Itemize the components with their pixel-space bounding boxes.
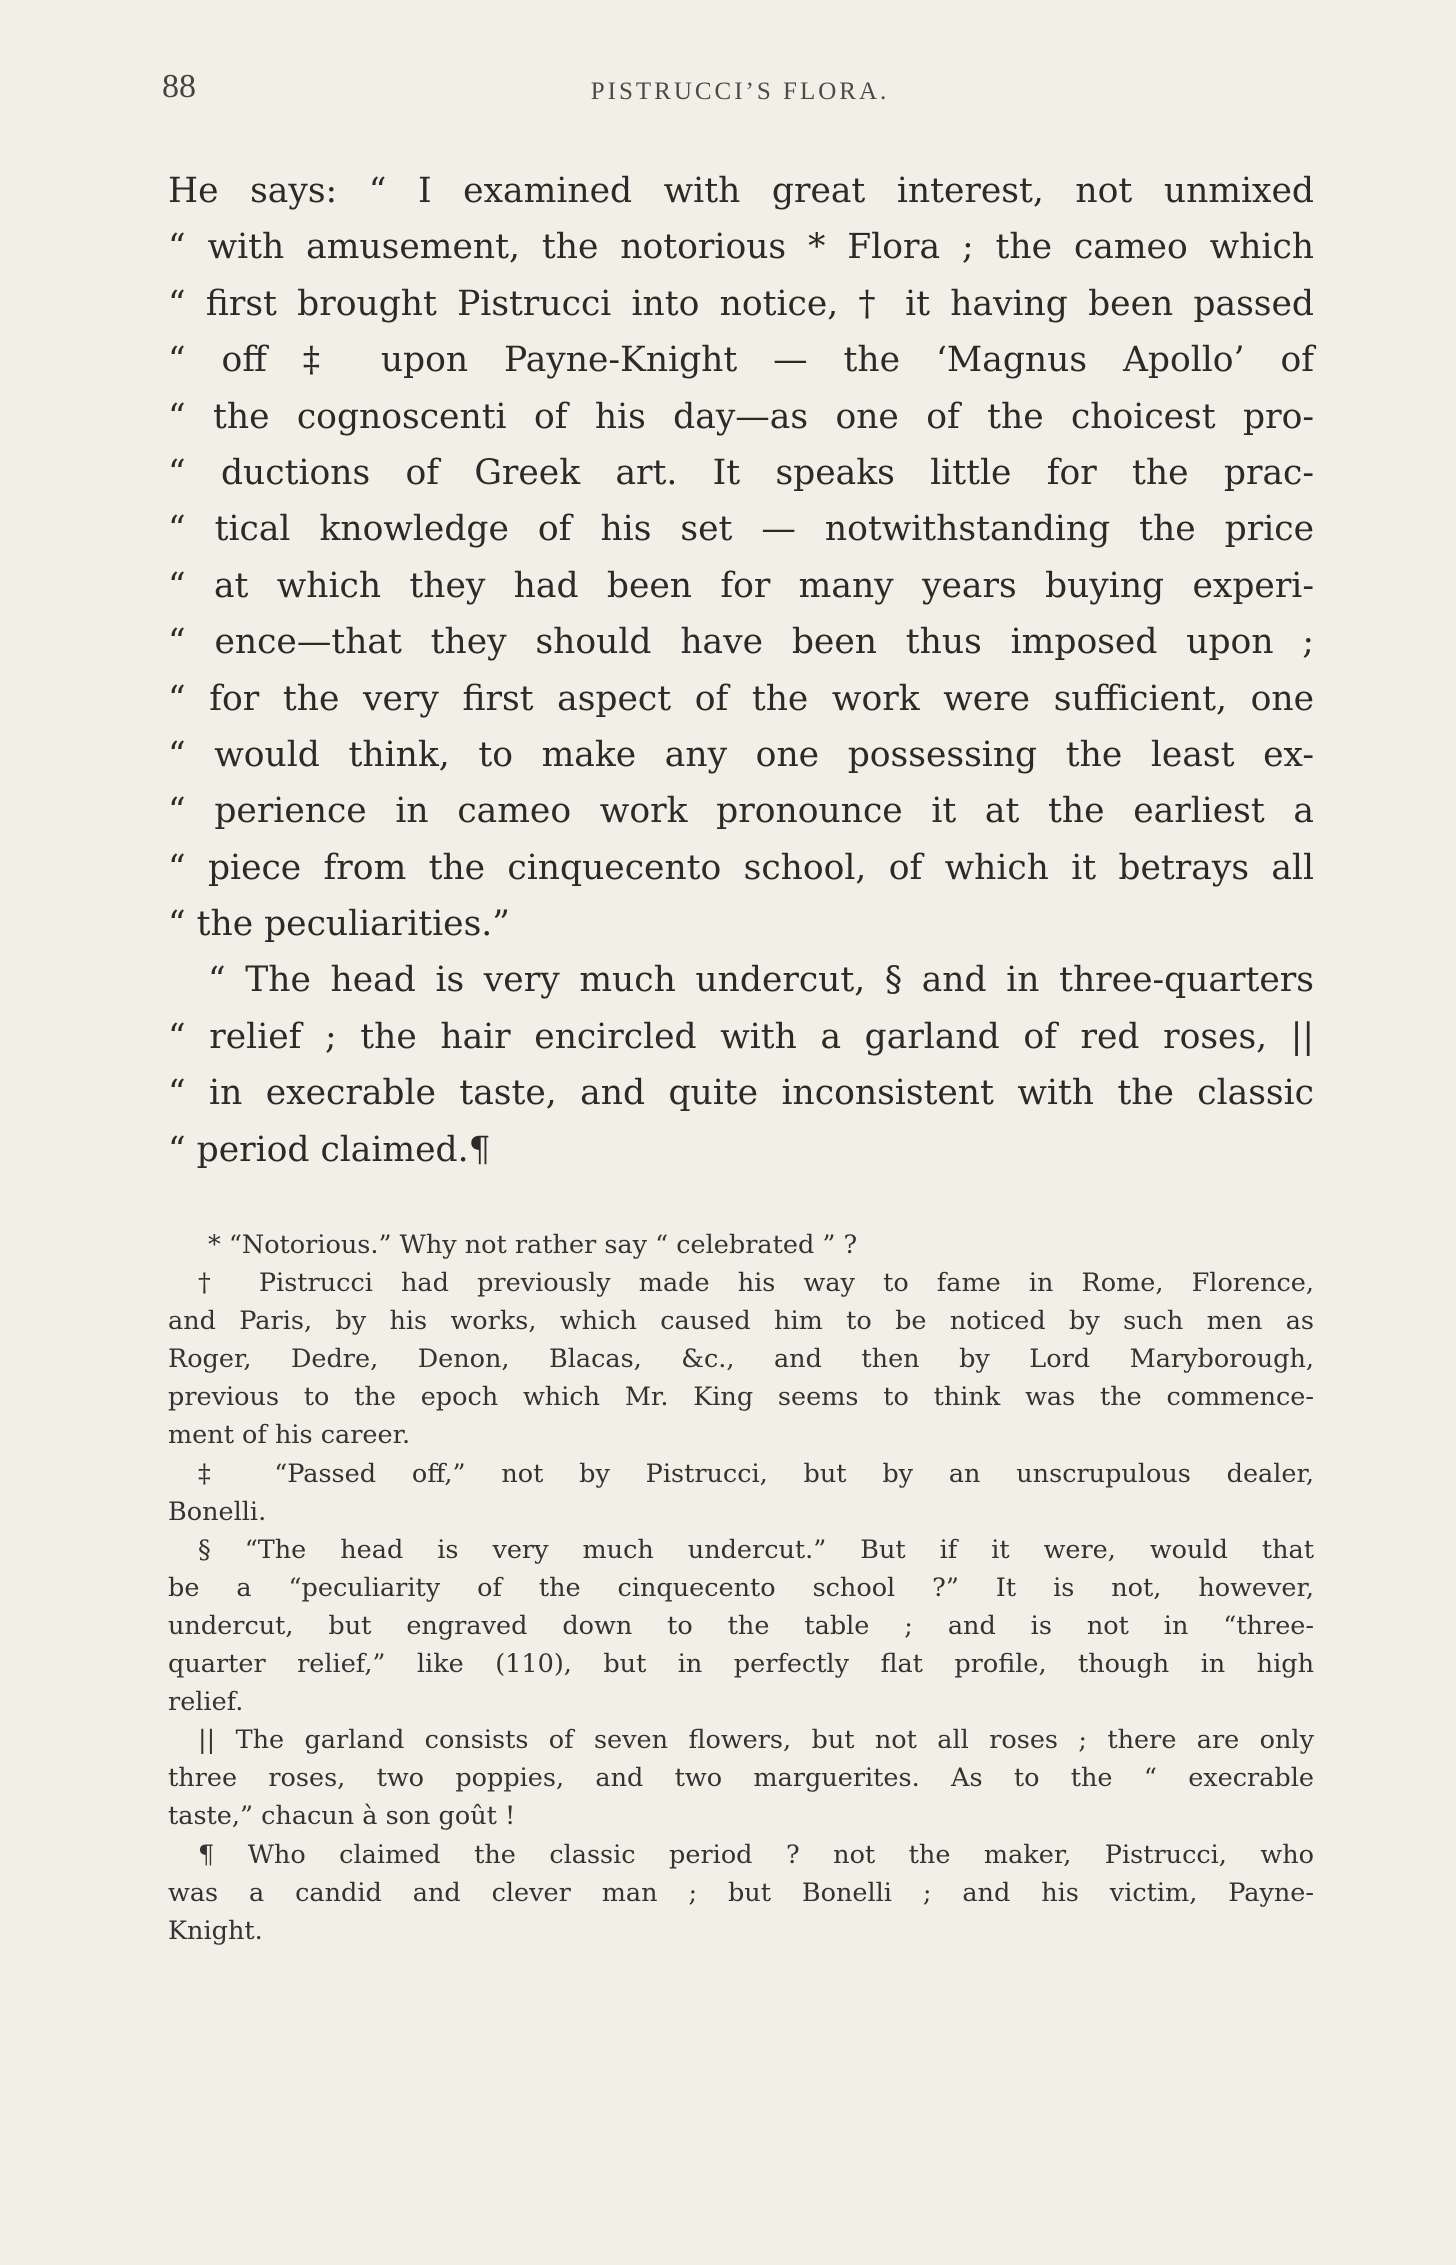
- body-line: “ would think, to make any one possessing the least ex-: [168, 734, 1314, 775]
- body-line: “ for the very first aspect of the work were sufficient, one: [168, 678, 1314, 719]
- body-line: “ first brought Pistrucci into notice, † it having been passed: [168, 283, 1314, 324]
- footnote-line: * “Notorious.” Why not rather say “ celebrated ” ?: [208, 1230, 858, 1260]
- footnote-line: ‡ “Passed off,” not by Pistrucci, but by an unscrupulous dealer,: [198, 1458, 1314, 1489]
- body-line: “ the cognoscenti of his day—as one of the choicest pro-: [168, 396, 1314, 437]
- body-line: “ period claimed.¶: [168, 1129, 491, 1170]
- body-line: “ piece from the cinquecento school, of which it betrays all: [168, 847, 1314, 888]
- footnote-line: Bonelli.: [168, 1496, 267, 1527]
- body-line: “ off ‡ upon Payne-Knight — the ‘Magnus Apollo’ of: [168, 340, 1314, 381]
- page-header: [160, 68, 1320, 128]
- body-line: “ The head is very much undercut, § and in three-quarters: [208, 960, 1314, 1001]
- footnote-line: quarter relief,” like (110), but in perfectly flat profile, though in high: [168, 1649, 1314, 1680]
- body-line: “ tical knowledge of his set — notwithstanding the price: [168, 509, 1314, 550]
- footnote-line: Roger, Dedre, Denon, Blacas, &c., and then by Lord Maryborough,: [168, 1344, 1314, 1375]
- footnote-line: taste,” chacun à son goût !: [168, 1801, 516, 1832]
- footnote-line: three roses, two poppies, and two marguerites. As to the “ execrable: [168, 1763, 1314, 1794]
- body-line: “ in execrable taste, and quite inconsistent with the classic: [168, 1073, 1314, 1114]
- main-text: [168, 163, 1314, 1178]
- footnote-line: ¶ Who claimed the classic period ? not the maker, Pistrucci, who: [198, 1839, 1314, 1870]
- footnote-line: was a candid and clever man ; but Bonelli ; and his victim, Payne-: [168, 1877, 1314, 1908]
- footnote-line: previous to the epoch which Mr. King seems to think was the commence-: [168, 1382, 1314, 1413]
- body-line: “ at which they had been for many years buying experi-: [168, 565, 1314, 606]
- body-line: “ perience in cameo work pronounce it at the earliest a: [168, 791, 1314, 832]
- footnote-line: ment of his career.: [168, 1420, 411, 1451]
- footnote-line: § “The head is very much undercut.” But if it were, would that: [198, 1534, 1314, 1565]
- footnote-line: † Pistrucci had previously made his way to fame in Rome, Florence,: [198, 1268, 1314, 1299]
- footnote-line: be a “peculiarity of the cinquecento school ?” It is not, however,: [168, 1572, 1314, 1603]
- body-line: “ ductions of Greek art. It speaks little for the prac-: [168, 452, 1314, 493]
- running-title: PISTRUCCI’S FLORA.: [590, 78, 890, 105]
- body-line: “ the peculiarities.”: [168, 904, 510, 945]
- footnote-line: and Paris, by his works, which caused him to be noticed by such men as: [168, 1306, 1314, 1337]
- body-line: He says: “ I examined with great interest, not unmixed: [168, 171, 1314, 211]
- footnote-line: Knight.: [168, 1915, 263, 1946]
- body-line: “ ence—that they should have been thus imposed upon ;: [168, 622, 1314, 663]
- body-line: “ relief ; the hair encircled with a garland of red roses, ||: [168, 1016, 1314, 1057]
- footnotes: [168, 1226, 1314, 1950]
- footnote-line: undercut, but engraved down to the table ; and is not in “three-: [168, 1610, 1314, 1641]
- footnote-line: relief.: [168, 1687, 244, 1718]
- footnote-line: || The garland consists of seven flowers, but not all roses ; there are only: [198, 1725, 1314, 1756]
- body-line: “ with amusement, the notorious * Flora ; the cameo which: [168, 227, 1314, 268]
- page-number: 88: [162, 68, 196, 105]
